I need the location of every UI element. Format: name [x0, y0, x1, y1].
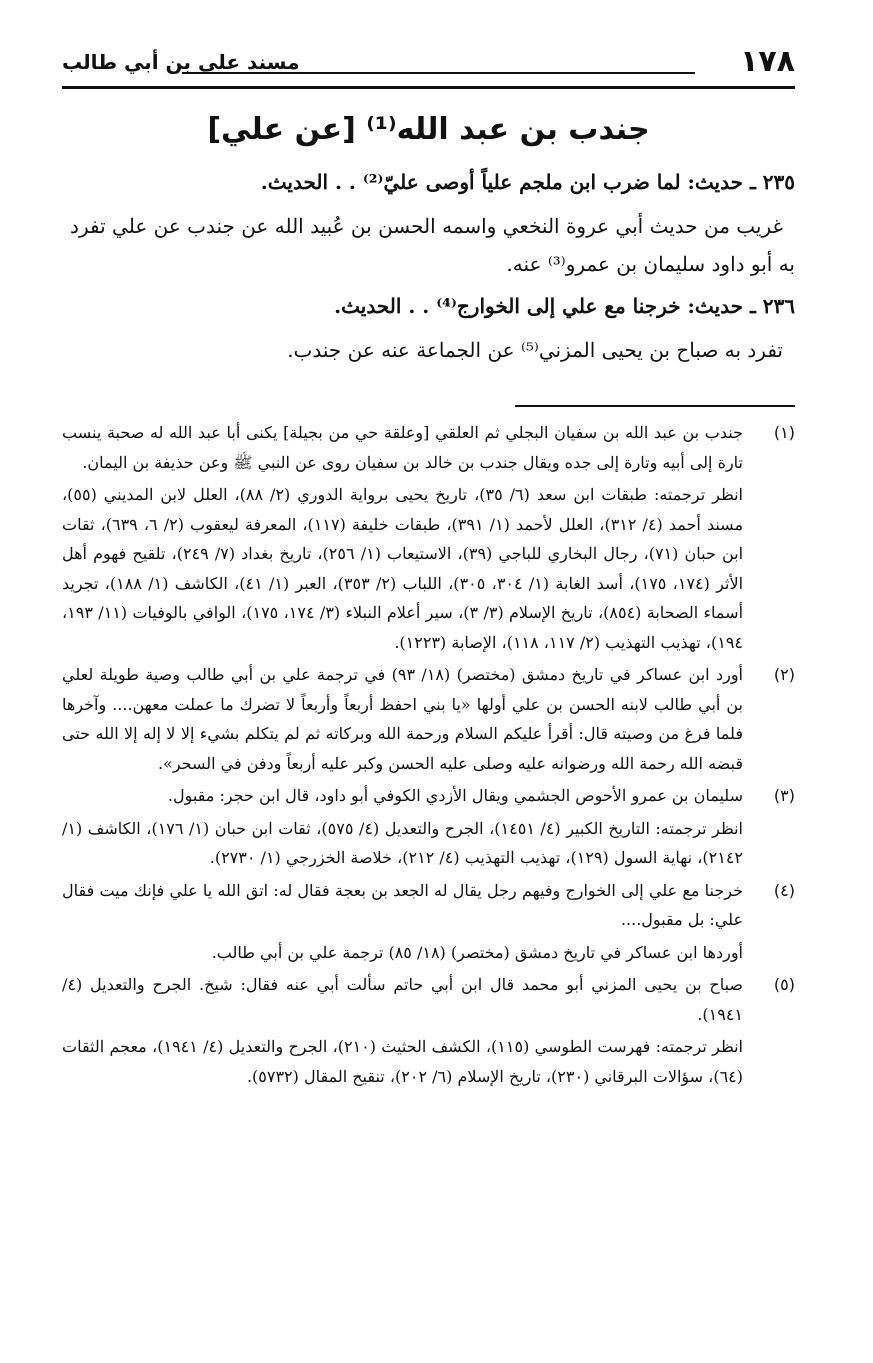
footnote-text: انظر ترجمته: فهرست الطوسي (١١٥)، الكشف الحثيث (٢١٠)، الجرح والتعديل (٤/ ١٩٤١)، معجم الثقات (٦٤)، سؤالات البرقاني (٢٣٠)، تاريخ الإسلام (٦/ ٢٠٢)، تنقيح المقال (٥٧٣٢). — [62, 1037, 743, 1086]
footnote-text: أورد ابن عساكر في تاريخ دمشق (مختصر) (١٨/ ٩٣) في ترجمة علي بن أبي طالب وصية طويلة لعلي بن أبي طالب لابنه الحسن بن علي أولها «يا بني احفظ أربعاً وأربعاً لا تضرك ما عملت معهن.... وآخرها فلما فرغ من وصيته قال: أقرأ عليكم السلام ورحمة الله وبركاته ثم لم يتكلم بشيء إلا لا إله إلا الله حتى قبضه الله رحمة الله ورضوانه عليه وصلى عليه الحسن وكبر عليه أربعاً ودفن في السحر». — [62, 665, 743, 773]
commentary-paragraph: تفرد به صباح بن يحيى المزني⁽⁵⁾ عن الجماعة عنه عن جندب. — [287, 338, 783, 362]
footnote-number: (٥) — [773, 975, 795, 994]
footnote-text: أوردها ابن عساكر في تاريخ دمشق (مختصر) (١٨/ ٨٥) ترجمة علي بن أبي طالب. — [211, 942, 743, 962]
hadith-text: خرجنا مع علي إلى الخوارج⁽⁴⁾ . . الحديث. — [334, 294, 681, 318]
footnote-number: (٤) — [773, 880, 795, 900]
footnote-2 — [62, 660, 795, 778]
footnotes — [62, 418, 795, 1094]
footnote-text: صباح بن يحيى المزني أبو محمد قال ابن أبي حاتم سألت أبي عنه فقال: شيخ. الجرح والتعديل (٤/ ١٩٤١). — [62, 975, 744, 1024]
footnote-text: جندب بن عبد الله بن سفيان البجلي ثم العلقي [وعلقة حي من بجيلة] يكنى أبا عبد الله له صحبة ينسب تارة إلى أبيه وتارة إلى جده ويقال جندب بن خالد بن سفيان روى عن النبي ﷺ وعن حذيفة بن اليمان. — [62, 423, 743, 472]
footnote-5 — [62, 970, 795, 1091]
hadith-label: ٢٣٥ ـ حديث: — [687, 170, 795, 194]
footnote-number: (١) — [773, 423, 795, 442]
page-header — [62, 42, 795, 88]
footnote-4 — [62, 876, 795, 968]
hadith-text: لما ضرب ابن ملجم علياً أوصى عليّ⁽²⁾ . . الحديث. — [260, 170, 681, 194]
footnote-separator — [515, 405, 795, 407]
footnote-text: سليمان بن عمرو الأحوص الجشمي ويقال الأزدي الكوفي أبو داود، قال ابن حجر: مقبول. — [167, 786, 743, 805]
footnote-number: (٢) — [773, 665, 795, 684]
footnote-text: انظر ترجمته: طبقات ابن سعد (٦/ ٣٥)، تاريخ يحيى برواية الدوري (٢/ ٨٨)، العلل لابن المديني (٥٥)، مسند أحمد (٤/ ٣١٢)، العلل لأحمد (١/ ٣٩١)، طبقات خليفة (١١٧)، المعرفة ليعقوب (٢/ ٦، ٦٣٩)، ثقات ابن حبان (٧١)، رجال البخاري للباجي (٣٩)، الاستيعاب (١/ ٢٥٦)، تاريخ بغداد (٧/ ٢٤٩)، تلقيح فهوم أهل الأثر (١٧٤، ١٧٥)، أسد الغابة (١/ ٣٠٤، ٣٠٥)، اللباب (٢/ ٣٥٣)، العبر (١/ ٤١)، الكاشف (١/ ١٨٨)، تجريد أسماء الصحابة (٨٥٤)، تاريخ الإسلام (٣/ ٣)، سير أعلام النبلاء (٣/ ١٧٤، ١٧٥)، الوافي بالوفيات (١١/ ١٩٣، ١٩٤)، تهذيب التهذيب (٢/ ١١٧، ١١٨)، الإصابة (١٢٢٣). — [62, 485, 744, 652]
hadith-235 — [62, 163, 795, 201]
footnote-text: انظر ترجمته: التاريخ الكبير (٤/ ١٤٥١)، الجرح والتعديل (٤/ ٥٧٥)، ثقات ابن حبان (١/ ١٧٦)، الكاشف (١/ ٢١٤٢)، نهاية السول (١٢٩)، تهذيب التهذيب (٤/ ٢١٢)، خلاصة الخزرجي (١/ ٢٧٣٠). — [62, 818, 743, 867]
page-number: ١٧٨ — [740, 44, 795, 79]
footnote-1 — [62, 418, 795, 657]
running-title: مسند علي بن أبي طالب — [62, 50, 300, 74]
header-rule — [62, 86, 795, 89]
hadith-label: ٢٣٦ ـ حديث: — [687, 294, 795, 318]
footnote-number: (٣) — [773, 786, 795, 805]
section-title: جندب بن عبد الله⁽¹⁾ [عن علي] — [207, 112, 650, 147]
footnote-text: خرجنا مع علي إلى الخوارج وفيهم رجل يقال له الجعد بن بعجة فقال له: اتق الله يا علي فإنك ميت فقال علي: بل مقبول.... — [62, 880, 743, 929]
main-text — [62, 112, 795, 373]
hadith-236 — [62, 287, 795, 325]
commentary-paragraph: غريب من حديث أبي عروة النخعي واسمه الحسن بن عُبيد الله عن جندب عن علي تفرد به أبو داود سليمان بن عمرو⁽³⁾ عنه. — [70, 214, 795, 276]
footnote-3 — [62, 781, 795, 873]
